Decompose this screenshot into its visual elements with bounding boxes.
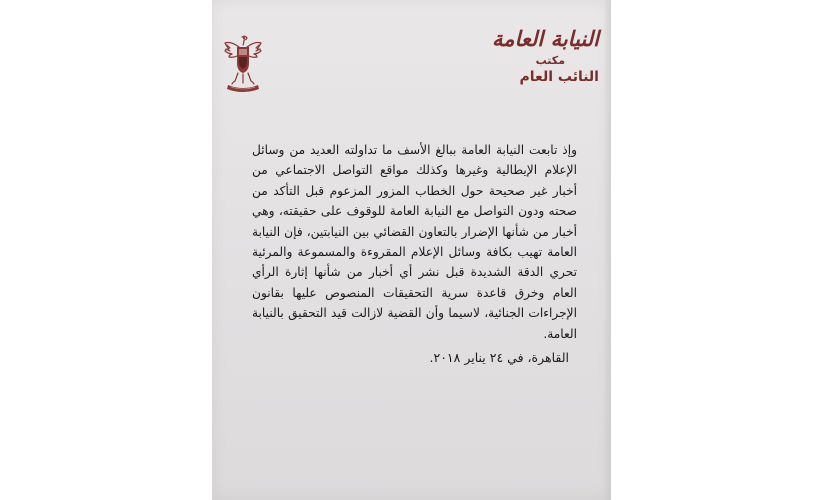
office-title: النائب العام	[519, 69, 599, 85]
office-label: مكتب	[535, 54, 565, 67]
letterhead	[479, 26, 599, 86]
organization-name: النيابة العامة	[492, 26, 599, 51]
statement-paragraph: وإذ تابعت النيابة العامة ببالغ الأسف ما تداولته العديد من وسائل الإعلام الإيطالية وغيرها وكذلك مواقع التواصل الاجتماعي من أخبار غير صحيحة حول الخطاب المزور المزعوم قبل التأكد من صحته ودون التواصل مع النيابة العامة للوقوف على حقيقته، وهي أخبار من شأنها الإضرار بالتعاون القضائي بين النيابتين، فإن النيابة العامة تهيب بكافة وسائل الإعلام المقروءة والمسموعة والمرئية تحري الدقة الشديدة قبل نشر أي أخبار من شأنها إثارة الرأي العام وخرق قاعدة سرية التحقيقات المنصوص عليها بقانون الإجراءات الجنائية، لاسيما وأن القضية لازالت قيد التحقيق بالنيابة العامة.	[252, 143, 577, 341]
document-page	[212, 0, 611, 500]
date-line: القاهرة، في ٢٤ يناير ٢٠١٨.	[429, 350, 569, 365]
egyptian-eagle-emblem-icon	[223, 33, 263, 95]
statement-body	[252, 140, 577, 344]
